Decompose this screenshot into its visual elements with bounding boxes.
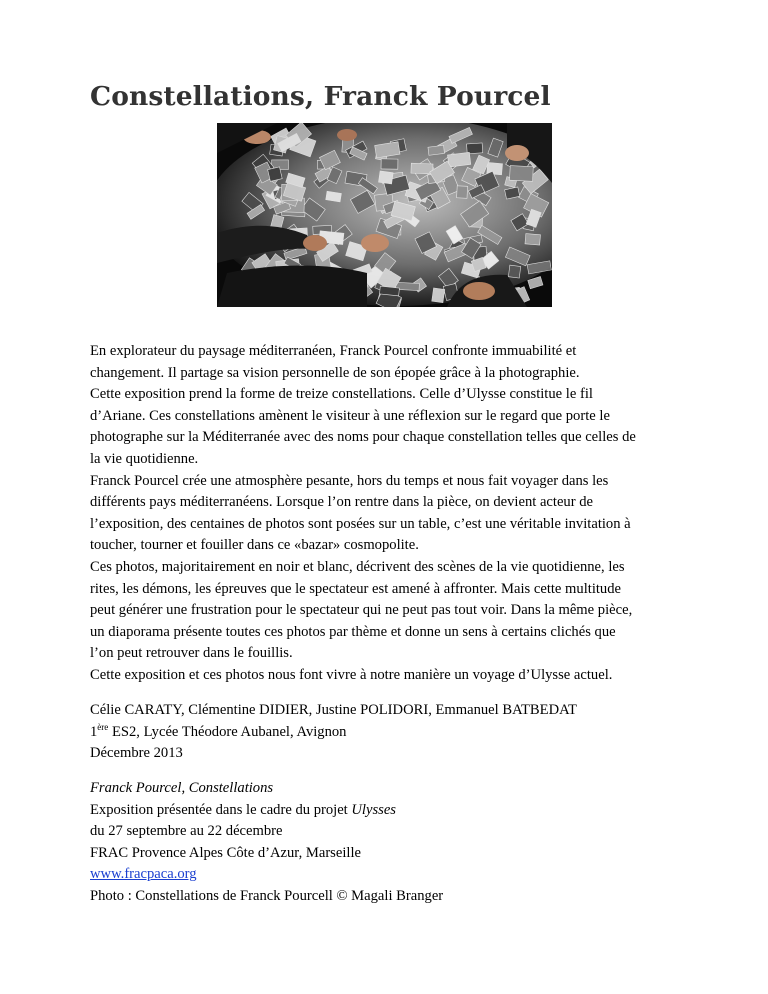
date: Décembre 2013 bbox=[90, 745, 183, 762]
class-school: ES2, Lycée Théodore Aubanel, Avignon bbox=[108, 723, 347, 740]
photo-credit: Photo : Constellations de Franck Pourcell © Magali Branger bbox=[90, 887, 444, 904]
body-line: rites, les démons, les épreuves que le spectateur est amené à affronter. Mais cette multitude bbox=[90, 580, 621, 597]
project-name: Ulysses bbox=[351, 801, 396, 818]
body-line: Cette exposition prend la forme de treize constellations. Celle d’Ulysse constitue le fil bbox=[90, 386, 593, 403]
work-title: Franck Pourcel, Constellations bbox=[90, 780, 274, 796]
class-line bbox=[90, 722, 577, 744]
exhibition-dates: du 27 septembre au 22 décembre bbox=[90, 823, 283, 840]
page-title: Constellations, Franck Pourcel bbox=[90, 81, 551, 112]
exhibition-line: Exposition présentée dans le cadre du projet Ulysses bbox=[90, 801, 396, 818]
body-line: la vie quotidienne. bbox=[90, 450, 199, 467]
body-line: photographe sur la Méditerranée avec des noms pour chaque constellation telles que celles de bbox=[90, 429, 636, 446]
body-line: toucher, tourner et fouiller dans ce «bazar» cosmopolite. bbox=[90, 537, 419, 554]
class-superscript: ère bbox=[97, 721, 109, 732]
body-line: un diaporama présente toutes ces photos par thème et donne un sens à certains clichés que bbox=[90, 623, 616, 640]
photo-table-icon bbox=[217, 123, 552, 307]
authors: Célie CARATY, Clémentine DIDIER, Justine POLIDORI, Emmanuel BATBEDAT bbox=[90, 702, 577, 718]
exhibition-photo bbox=[217, 123, 552, 307]
venue: FRAC Provence Alpes Côte d’Azur, Marseille bbox=[90, 844, 361, 861]
website-link[interactable]: www.fracpaca.org bbox=[90, 866, 197, 883]
body-line: Franck Pourcel crée une atmosphère pesante, hors du temps et nous fait voyager dans les bbox=[90, 472, 609, 489]
exhibition-info bbox=[90, 778, 443, 908]
body-line: En explorateur du paysage méditerranéen, Franck Pourcel confronte immuabilité et bbox=[90, 343, 577, 359]
body-line: d’Ariane. Ces constellations amènent le visiteur à une réflexion sur le regard que porte le bbox=[90, 407, 610, 424]
body-line: changement. Il partage sa vision personnelle de son épopée grâce à la photographie. bbox=[90, 364, 580, 381]
body-line: Ces photos, majoritairement en noir et blanc, décrivent des scènes de la vie quotidienne, les bbox=[90, 558, 625, 575]
body-line: l’on peut retrouver dans le fouillis. bbox=[90, 645, 293, 662]
body-line: Cette exposition et ces photos nous font vivre à notre manière un voyage d’Ulysse actuel. bbox=[90, 666, 613, 683]
credits bbox=[90, 700, 577, 765]
body-line: peut générer une frustration pour le spectateur qui ne peut pas tout voir. Dans la même pièce, bbox=[90, 602, 633, 619]
body-line: différents pays méditerranéens. Lorsque l’on rentre dans la pièce, on devient acteur de bbox=[90, 494, 594, 511]
body-line: l’exposition, des centaines de photos sont posées sur un table, c’est une véritable invitation à bbox=[90, 515, 631, 532]
class-number: 1 bbox=[90, 723, 98, 740]
body-text bbox=[90, 341, 636, 687]
